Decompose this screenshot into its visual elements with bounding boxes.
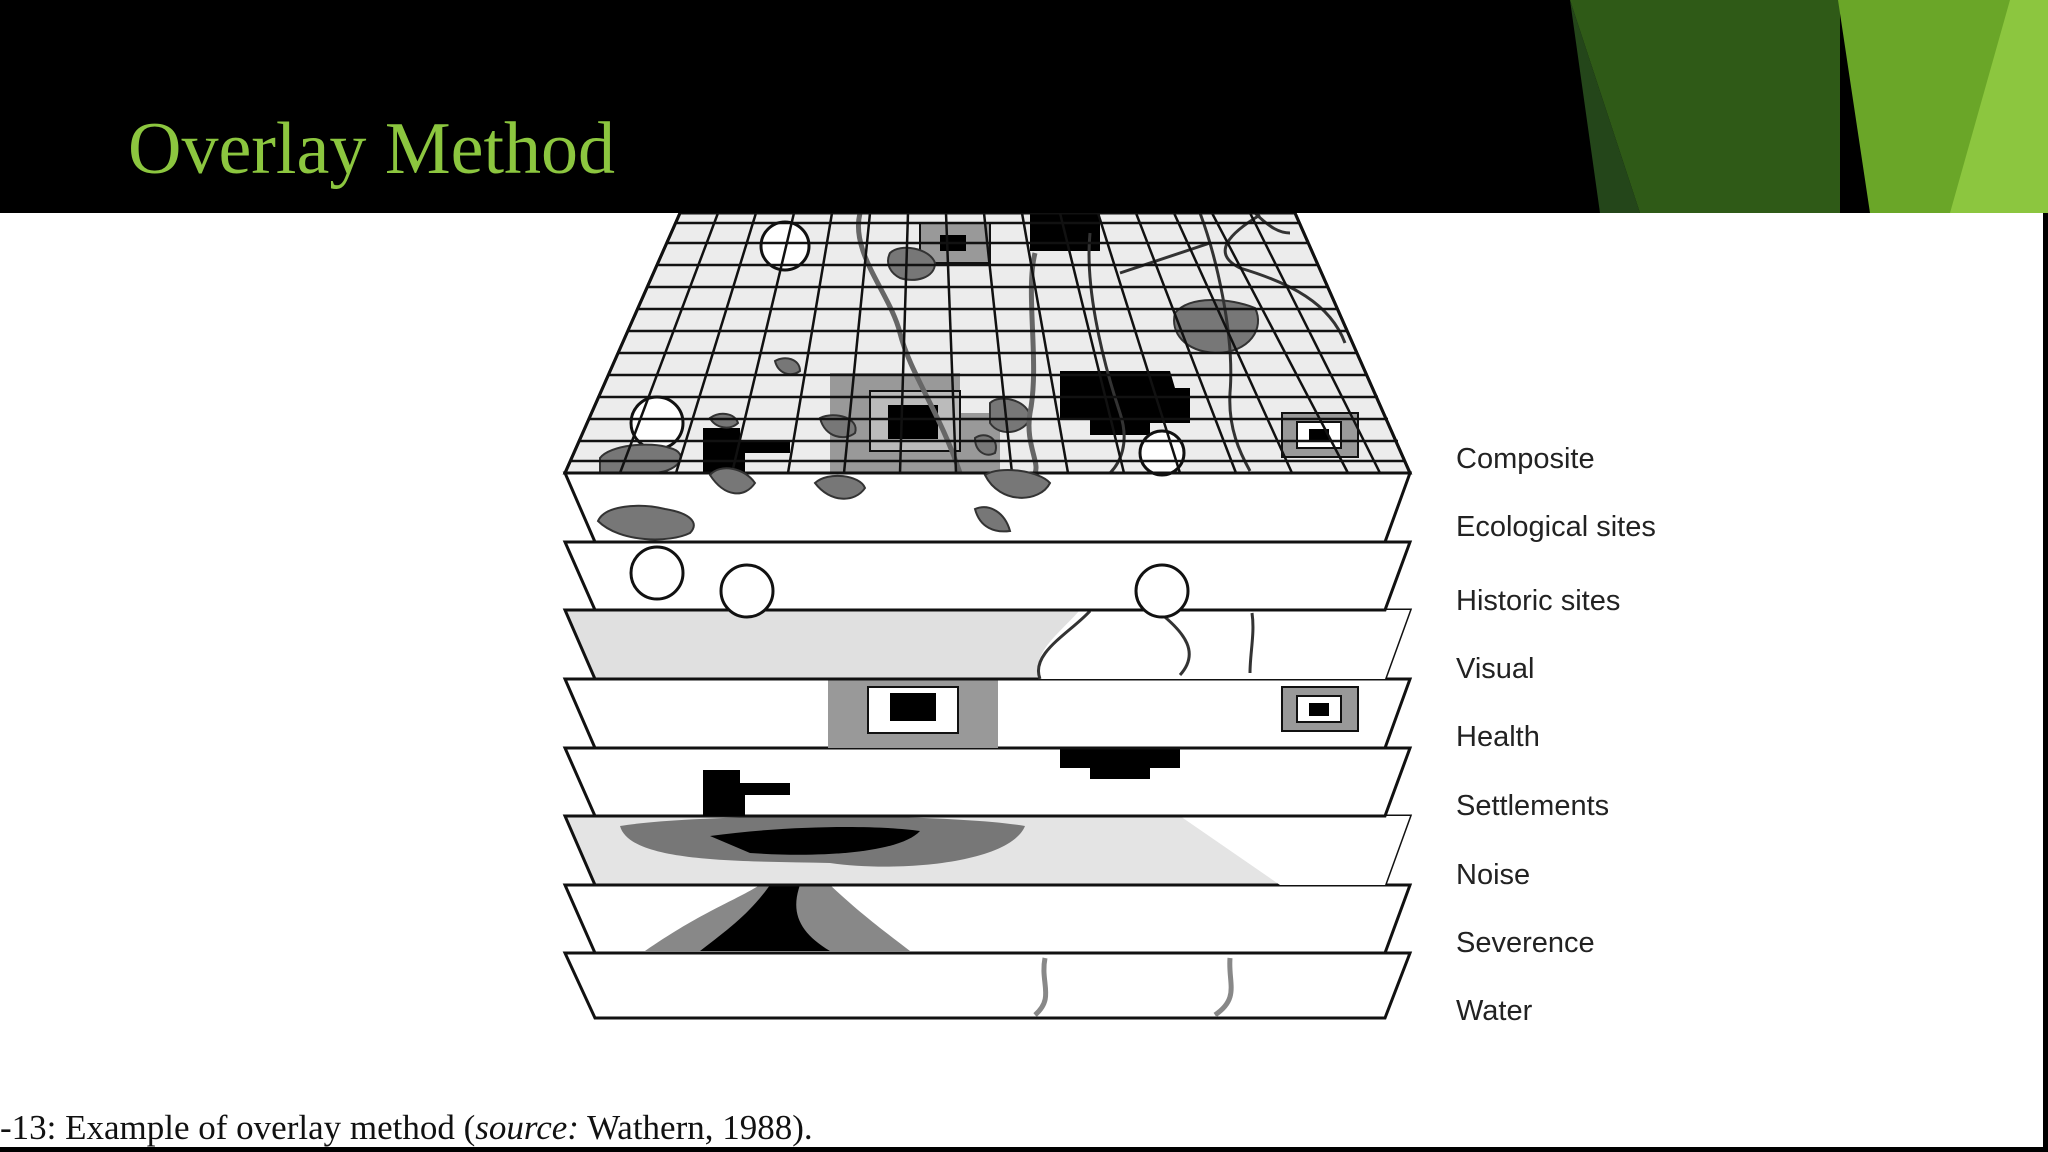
layer-visual-sheet	[565, 610, 1410, 679]
caption-prefix: -13: Example of overlay method (	[0, 1108, 476, 1147]
caption-source-word: source:	[475, 1108, 579, 1147]
layer-label-severence: Severence	[1456, 927, 1595, 959]
layer-label-historic-sites: Historic sites	[1456, 585, 1621, 617]
overlay-diagram	[0, 213, 2043, 1093]
layer-water-sheet	[565, 953, 1410, 1018]
bottom-bar	[0, 1147, 2048, 1152]
caption-suffix: Wathern, 1988).	[578, 1108, 813, 1147]
content-area	[0, 213, 2043, 1152]
layer-label-composite: Composite	[1456, 443, 1595, 475]
layer-ecological-sites-sheet	[565, 473, 1410, 542]
layer-label-visual: Visual	[1456, 653, 1535, 685]
figure-caption	[0, 1108, 813, 1148]
layer-label-health: Health	[1456, 721, 1540, 753]
layer-label-noise: Noise	[1456, 859, 1531, 891]
layer-severence-sheet	[565, 885, 1410, 953]
layer-health-sheet	[565, 679, 1410, 748]
layer-noise-sheet	[565, 816, 1410, 885]
layer-historic-sites-sheet	[565, 542, 1410, 617]
layer-composite-sheet	[565, 213, 1410, 499]
layer-label-water: Water	[1456, 995, 1533, 1027]
layer-label-ecological-sites: Ecological sites	[1456, 511, 1656, 543]
layer-settlements-sheet	[565, 746, 1410, 816]
slide-title: Overlay Method	[128, 108, 616, 190]
layer-label-settlements: Settlements	[1456, 790, 1610, 822]
